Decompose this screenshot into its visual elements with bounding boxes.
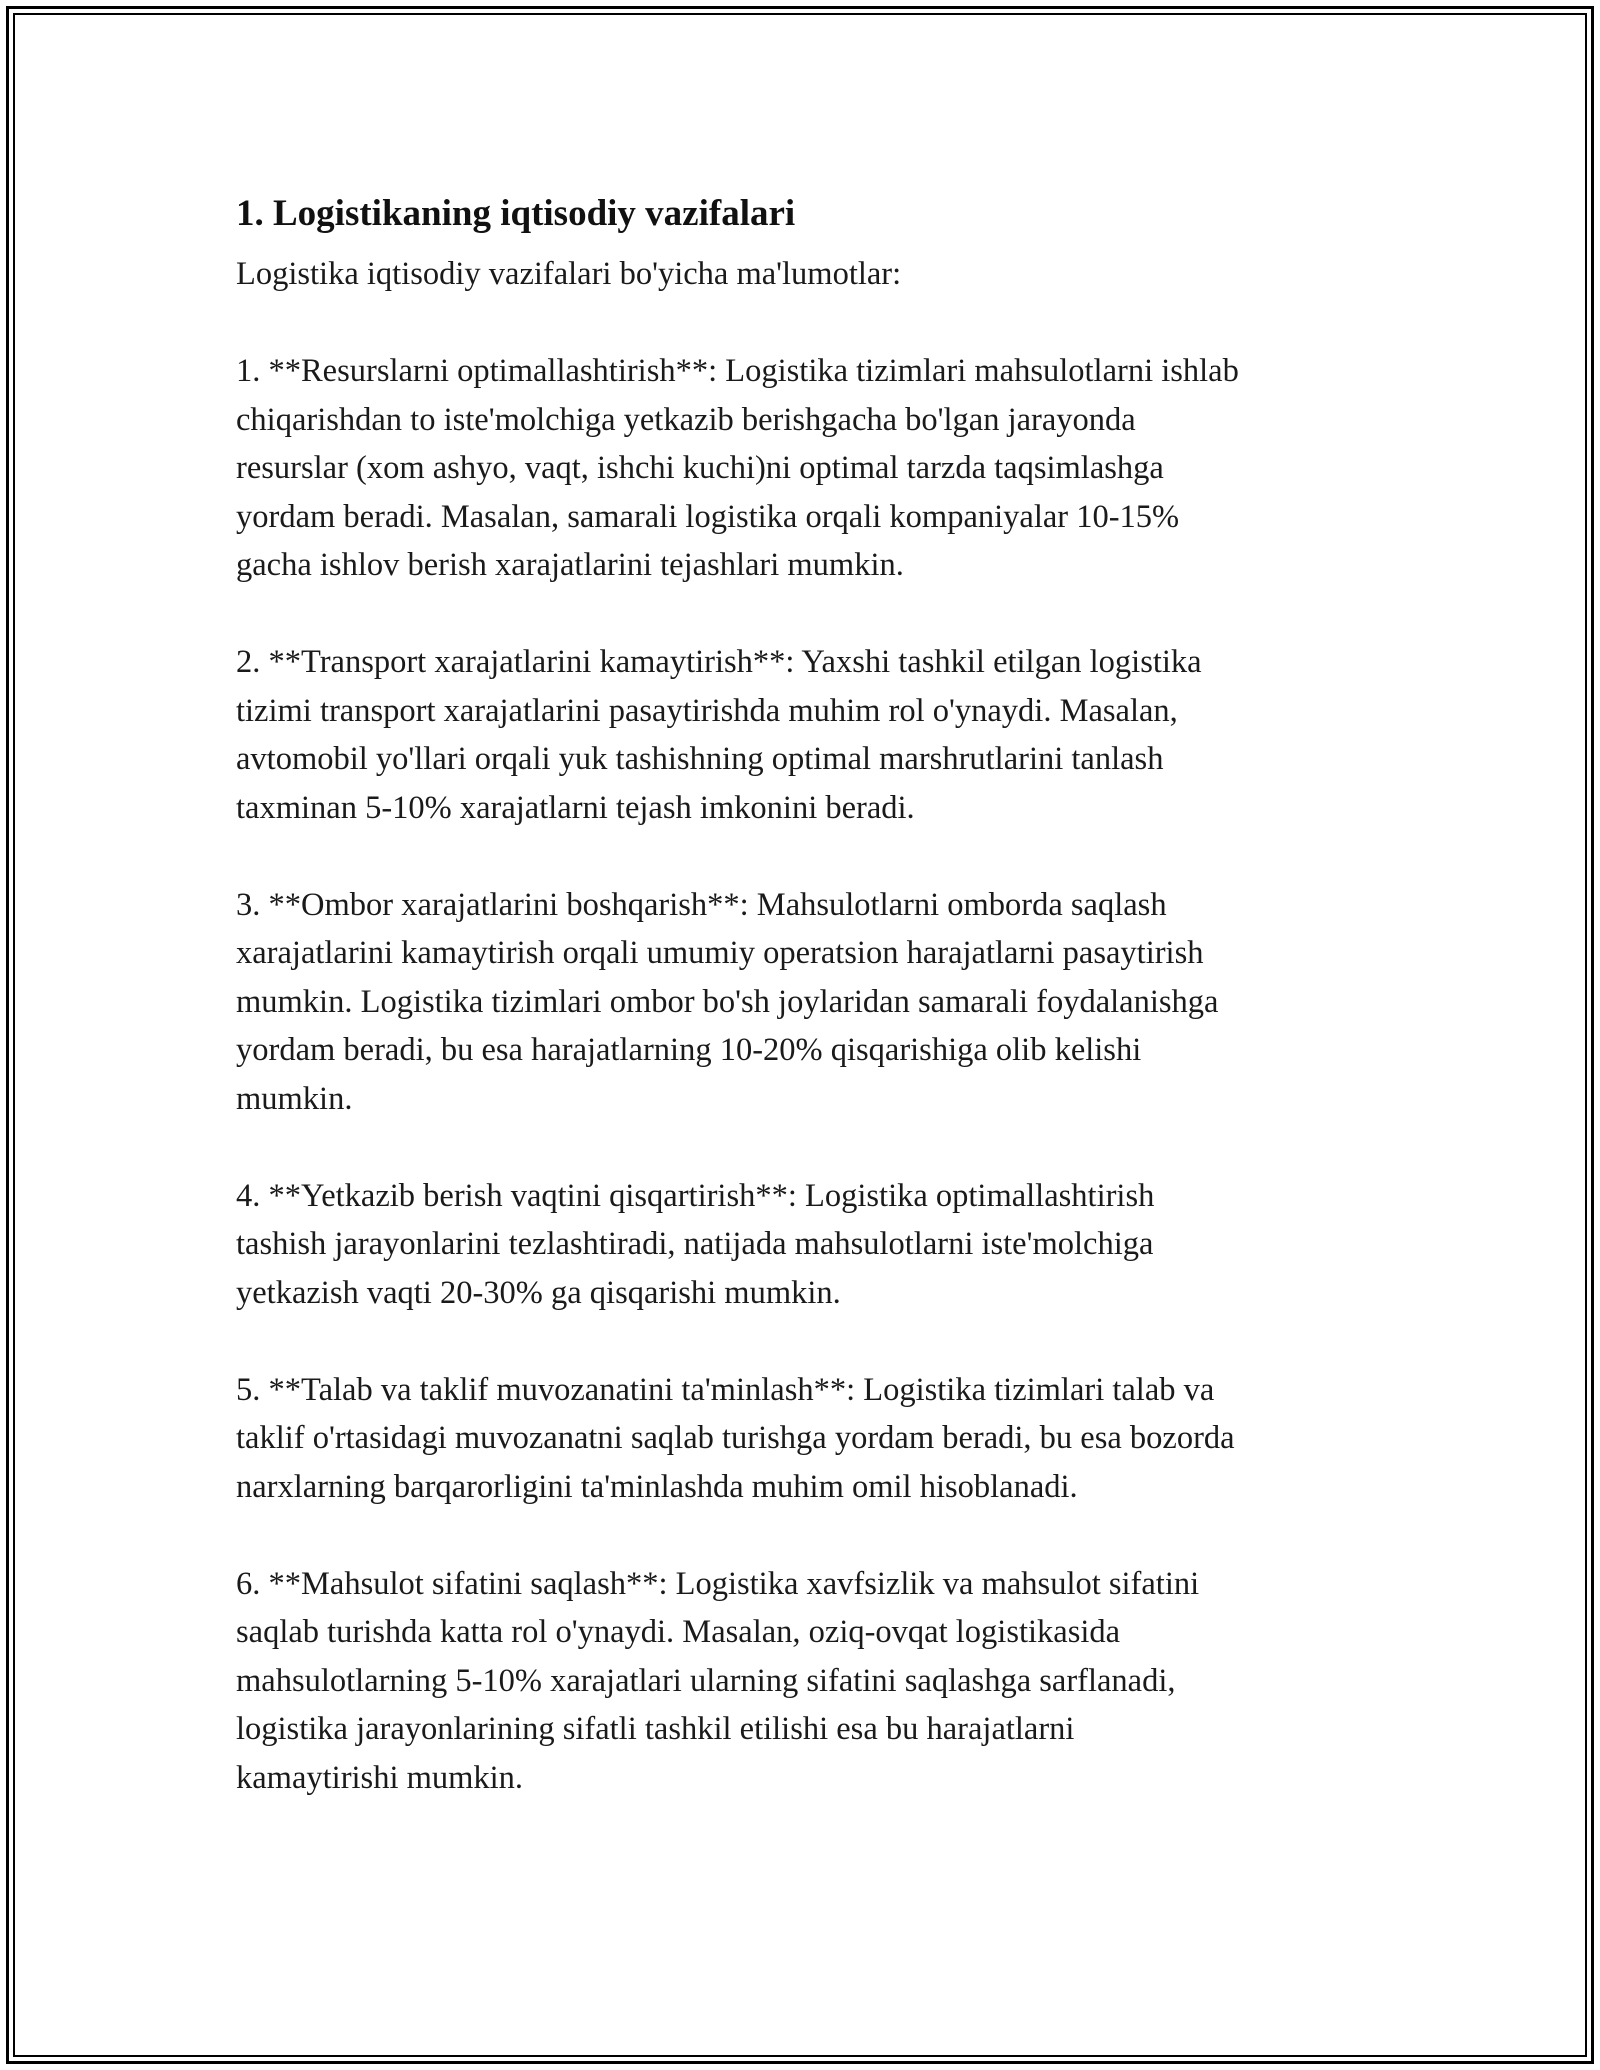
section-resources: 1. **Resurslarni optimallashtirish**: Logistika tizimlari mahsulotlarni ishlab chiqarishdan to iste'molchiga yetkazib berishgacha bo'lgan jarayonda resurslar (xom ashyo, vaqt, ishchi kuchi)ni optimal tarzda taqsimlashga yordam beradi. Masalan, samarali logistika orqali kompaniyalar 10-15% gacha ishlov berish xarajatlarini tejashlari mumkin. [236,353,1239,583]
document-intro: Logistika iqtisodiy vazifalari bo'yicha ma'lumotlar: [236,256,902,292]
document-content [236,186,1376,1851]
document-heading: 1. Logistikaning iqtisodiy vazifalari [236,193,796,234]
section-product-quality: 6. **Mahsulot sifatini saqlash**: Logistika xavfsizlik va mahsulot sifatini saqlab turishda katta rol o'ynaydi. Masalan, oziq-ovqat logistikasida mahsulotlarning 5-10% xarajatlari ularning sifatini saqlashga sarflanadi, logistika jarayonlarining sifatli tashkil etilishi esa bu harajatlarni kamaytirishi mumkin. [236,1565,1200,1796]
section-delivery-time: 4. **Yetkazib berish vaqtini qisqartirish**: Logistika optimallashtirish tashish jarayonlarini tezlashtiradi, natijada mahsulotlarni iste'molchiga yetkazish vaqti 20-30% ga qisqarishi mumkin. [236,1177,1155,1311]
section-warehouse: 3. **Ombor xarajatlarini boshqarish**: Mahsulotlarni omborda saqlash xarajatlarini kamaytirish orqali umumiy operatsion harajatlarni pasaytirish mumkin. Logistika tizimlari ombor bo'sh joylaridan samarali foydalanishga yordam beradi, bu esa harajatlarning 10-20% qisqarishiga olib kelishi mumkin. [236,886,1219,1117]
section-transport: 2. **Transport xarajatlarini kamaytirish**: Yaxshi tashkil etilgan logistika tizimi transport xarajatlarini pasaytirishda muhim rol o'ynaydi. Masalan, avtomobil yo'llari orqali yuk tashishning optimal marshrutlarini tanlash taxminan 5-10% xarajatlarni tejash imkonini beradi. [236,644,1202,826]
section-supply-demand: 5. **Talab va taklif muvozanatini ta'minlash**: Logistika tizimlari talab va taklif o'rtasidagi muvozanatni saqlab turishga yordam beradi, bu esa bozorda narxlarning barqarorligini ta'minlashda muhim omil hisoblanadi. [236,1371,1235,1505]
